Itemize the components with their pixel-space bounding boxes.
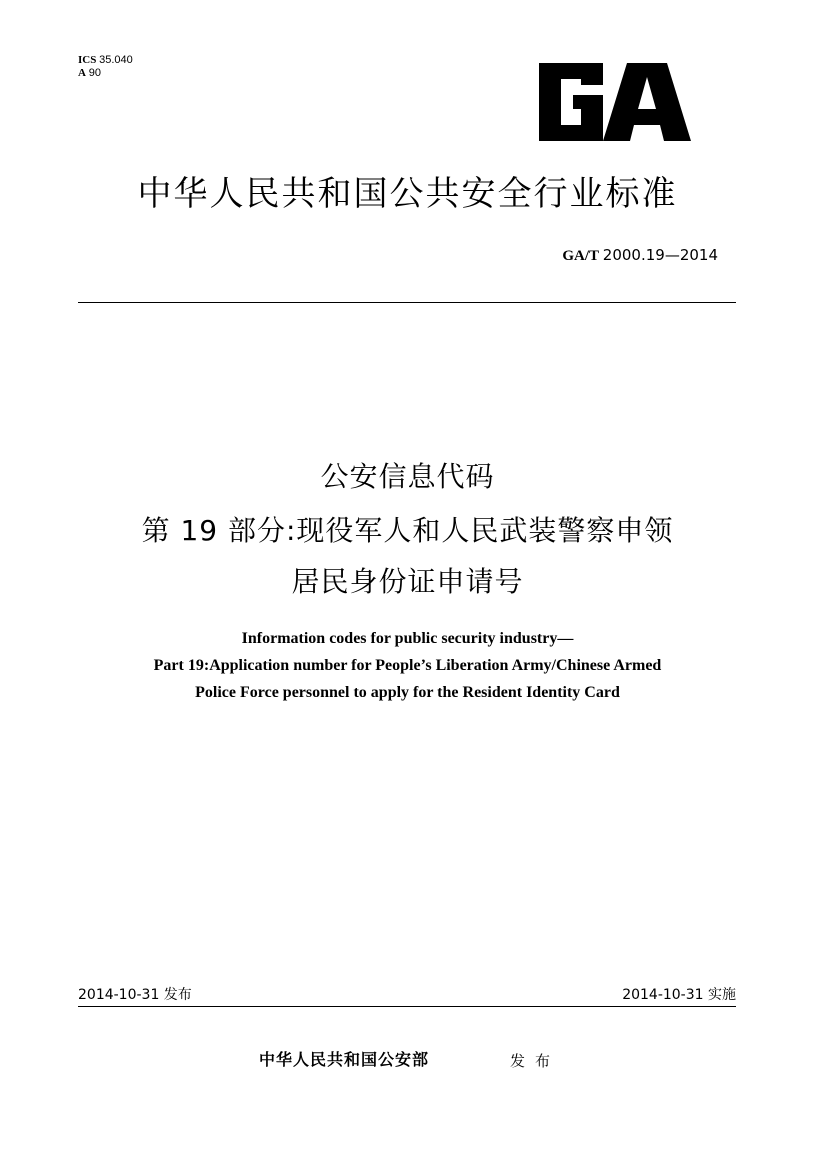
organization-title: 中华人民共和国公共安全行业标准 [137,174,678,214]
ccs-code-line [78,67,133,80]
english-title-line-1: Information codes for public security industry— [241,630,574,647]
publish-label: 发布 [510,1052,561,1070]
chinese-title-line-3: 居民身份证申请号 [291,565,524,598]
chinese-title-line-2: 第 19 部分:现役军人和人民武装警察申领 [141,514,674,547]
english-title-line-3: Police Force personnel to apply for the Resident Identity Card [195,684,620,701]
standard-prefix: GA/T [562,248,600,264]
ccs-code: 90 [88,67,101,79]
ics-code: 35.040 [99,54,133,66]
classification-codes [78,54,133,80]
publisher-name: 中华人民共和国公安部 [259,1050,430,1069]
ics-code-line [78,54,133,67]
implementation-date: 2014-10-31 实施 [622,987,736,1003]
english-title-line-2: Part 19:Application number for People’s Liberation Army/Chinese Armed [153,657,662,674]
standard-code: 2000.19—2014 [602,246,718,264]
standard-number [562,246,718,265]
issue-date: 2014-10-31 发布 [78,987,192,1003]
ics-label: ICS [78,54,97,66]
ga-logo [533,63,691,141]
ccs-label: A [78,67,86,79]
bottom-divider [78,1006,736,1007]
top-divider [78,302,736,303]
chinese-title-line-1: 公安信息代码 [320,460,495,493]
